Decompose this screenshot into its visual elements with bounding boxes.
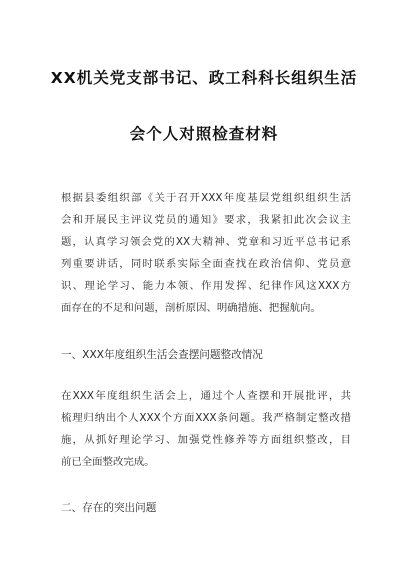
intro-line: 题，认真学习领会党的XX大精神、党章和习近平总书记系 bbox=[61, 236, 351, 248]
section-1-heading: 一、XXX年度组织生活会查摆问题整改情况 bbox=[61, 349, 263, 361]
intro-paragraph bbox=[61, 187, 351, 319]
intro-line: 识、理论学习、能力本领、作用发挥、纪律作风这XXX方 bbox=[61, 280, 351, 292]
document-title-line-1: XX机关党支部书记、政工科科长组织生活 bbox=[50, 69, 358, 87]
section-1-line: 前已全面整改完成。 bbox=[61, 456, 155, 468]
section-1-paragraph bbox=[61, 385, 351, 473]
section-1-line: 施，从抓好理论学习、加强党性修养等方面组织整改，目 bbox=[61, 434, 351, 446]
document-title-line-2: 会个人对照检查材料 bbox=[129, 125, 279, 143]
intro-line: 会和开展民主评议党员的通知》要求，我紧扣此次会议主 bbox=[61, 214, 351, 226]
intro-line: 面存在的不足和问题，剖析原因、明确措施、把握航向。 bbox=[61, 302, 321, 314]
intro-line: 列重要讲话，同时联系实际全面查找在政治信仰、党员意 bbox=[61, 258, 351, 270]
section-1-line: 梳理归纳出个人XXX个方面XXX条问题。我严格制定整改措 bbox=[61, 412, 351, 424]
section-2-heading: 二、存在的突出问题 bbox=[61, 502, 157, 514]
intro-line: 根据县委组织部《关于召开XXX年度基层党组织组织生活 bbox=[61, 192, 351, 204]
section-1-line: 在XXX年度组织生活会上，通过个人查摆和开展批评，共 bbox=[61, 390, 351, 402]
